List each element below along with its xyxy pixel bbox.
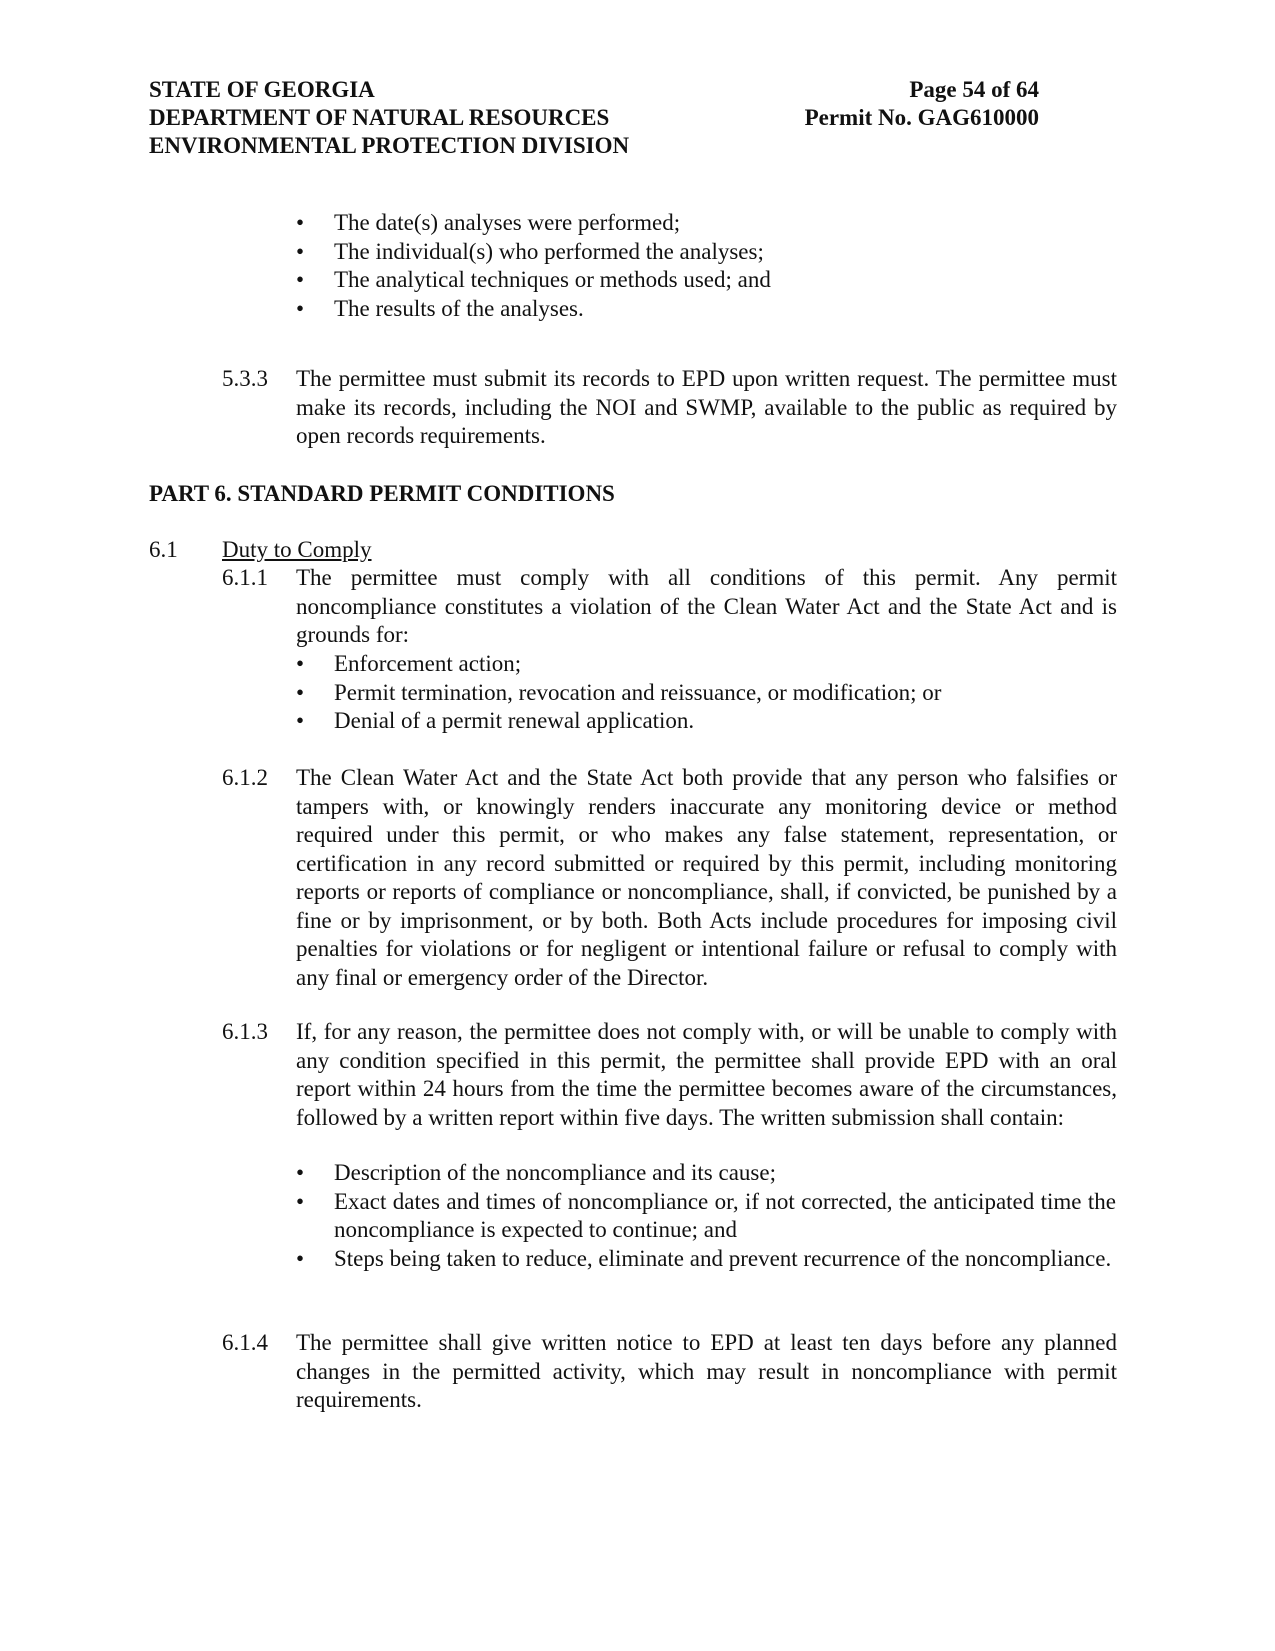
bullet-icon: • [296, 238, 305, 264]
list-item: • The results of the analyses. [296, 295, 1116, 324]
bullet-icon: • [296, 679, 305, 705]
agency-line-division: ENVIRONMENTAL PROTECTION DIVISION [149, 133, 630, 158]
list-item: • Steps being taken to reduce, eliminate and prevent recurrence of the noncompliance. [296, 1245, 1116, 1274]
section-6-1-1 [222, 564, 1117, 650]
bullet-icon: • [296, 295, 305, 321]
agency-block [149, 76, 709, 160]
bullet-icon: • [296, 267, 305, 292]
agency-line-state: STATE OF GEORGIA [149, 77, 375, 102]
page-info-block [789, 76, 1039, 132]
list-item: • Permit termination, revocation and reissuance, or modification; or [296, 679, 1116, 708]
bullet-icon: • [296, 708, 305, 733]
section-title: Duty to Comply [222, 537, 372, 562]
section-text: The permittee must submit its records to EPD upon written request. The permittee must make its records, including the NOI and SWMP, available to the public as required by open records requirements. [296, 366, 1117, 448]
section-6-1-4 [222, 1329, 1117, 1415]
written-report-contents-list [296, 1159, 1116, 1273]
bullet-icon: • [296, 1188, 305, 1214]
section-number: 6.1 [149, 537, 178, 562]
section-text: The permittee shall give written notice to EPD at least ten days before any planned changes in the permitted activity, which may result in noncompliance with permit requirements. [296, 1330, 1117, 1412]
bullet-icon: • [296, 1245, 305, 1271]
list-item: • The analytical techniques or methods used; and [296, 266, 1116, 295]
section-6-1-2 [222, 764, 1117, 992]
consequences-list [296, 650, 1116, 736]
list-item: • The individual(s) who performed the analyses; [296, 238, 1116, 267]
permit-number: Permit No. GAG610000 [804, 105, 1039, 130]
section-number: 6.1.4 [222, 1330, 268, 1355]
section-text: The permittee must comply with all conditions of this permit. Any permit noncompliance constitutes a violation of the Clean Water Act and the State Act and is grounds for: [296, 565, 1117, 647]
analysis-records-list [296, 209, 1116, 323]
bullet-icon: • [296, 210, 305, 235]
agency-line-department: DEPARTMENT OF NATURAL RESOURCES [149, 105, 610, 130]
section-6-1-3 [222, 1018, 1117, 1132]
list-item: • Enforcement action; [296, 650, 1116, 679]
list-item: • Denial of a permit renewal application. [296, 707, 1116, 736]
list-item: • Description of the noncompliance and its cause; [296, 1159, 1116, 1188]
list-item: • The date(s) analyses were performed; [296, 209, 1116, 238]
bullet-icon: • [296, 1160, 305, 1185]
section-5-3-3 [222, 365, 1117, 451]
bullet-icon: • [296, 651, 305, 676]
part-heading: PART 6. STANDARD PERMIT CONDITIONS [149, 481, 615, 506]
section-number: 6.1.1 [222, 565, 268, 590]
section-number: 6.1.3 [222, 1019, 268, 1044]
section-text: If, for any reason, the permittee does not comply with, or will be unable to comply with any condition specified in this permit, the permittee shall provide EPD with an oral report within 24 hours from the time the permittee becomes aware of the circumstances, followed by a written report within five days. The written submission shall contain: [296, 1019, 1117, 1130]
section-number: 5.3.3 [222, 366, 268, 391]
section-number: 6.1.2 [222, 765, 268, 790]
page-number: Page 54 of 64 [909, 77, 1039, 102]
list-item: • Exact dates and times of noncompliance or, if not corrected, the anticipated time the noncompliance is expected to continue; and [296, 1188, 1116, 1242]
section-text: The Clean Water Act and the State Act both provide that any person who falsifies or tampers with, or knowingly renders inaccurate any monitoring device or method required under this permit, or who makes any false statement, representation, or certification in any record submitted or required by this permit, including monitoring reports or reports of compliance or noncompliance, shall, if convicted, be punished by a fine or by imprisonment, or by both. Both Acts include procedures for imposing civil penalties for violations or for negligent or intentional failure or refusal to comply with any final or emergency order of the Director. [296, 765, 1117, 990]
